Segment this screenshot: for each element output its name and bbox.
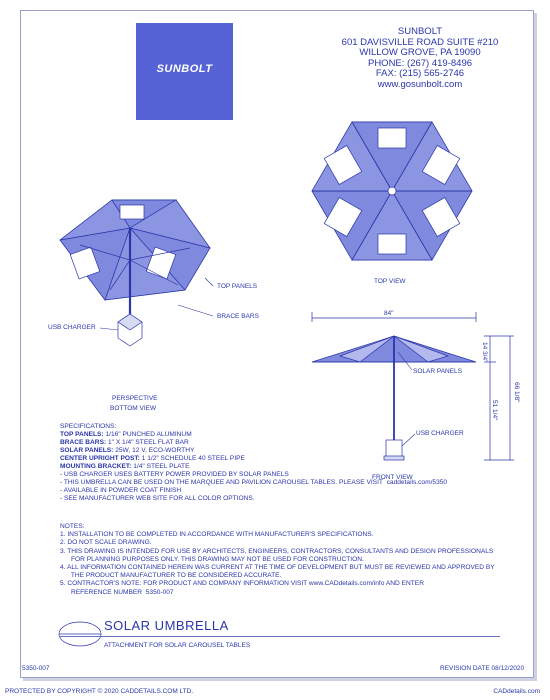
spec-row: SOLAR PANELS: 25W, 12 V, ECO-WORTHY [60,447,195,454]
spec-bullet: - THIS UMBRELLA CAN BE USED ON THE MARQUEE AND PAVILION CAROUSEL TABLES. PLEASE VISIT caddetails.com/5350 [60,479,448,486]
spec-row: MOUNTING BRACKET: 1/4" STEEL PLATE [60,463,190,470]
spec-row: CENTER UPRIGHT POST: 1 1/2" SCHEDULE 40 STEEL PIPE [60,455,245,462]
company-address2: WILLOW GROVE, PA 19090 [359,47,481,58]
note-line: 1. INSTALLATION TO BE COMPLETED IN ACCORDANCE WITH MANUFACTURER'S SPECIFICATIONS. [60,531,374,539]
company-address1: 601 DAVISVILLE ROAD SUITE #210 [341,36,499,48]
company-website[interactable]: www.gosunbolt.com [377,78,463,90]
note-line: 2. DO NOT SCALE DRAWING. [60,539,152,547]
note-line: 5. CONTRACTOR'S NOTE: FOR PRODUCT AND COMPANY INFORMATION VISIT www.CADdetails.com/info AND ENTER [60,580,424,588]
dim-panel-height-label: 14 3/4" [481,342,488,363]
usb-charger-perspective-label: USB CHARGER [48,324,96,331]
solar-panels-label: SOLAR PANELS [413,368,463,375]
note-line: THE PRODUCT MANUFACTURER TO BE CONSIDERED ACCURATE. [60,572,282,580]
note-line: FOR PLANNING PURPOSES ONLY. THIS DRAWING MAY NOT BE USED FOR CONSTRUCTION. [60,555,364,563]
usb-charger-front-label: USB CHARGER [416,430,464,437]
dim-pole-label: 51 1/4" [491,400,498,421]
title-rule [60,636,500,637]
spec-bullet: - SEE MANUFACTURER WEB SITE FOR ALL COLOR OPTIONS. [60,495,255,502]
revision-date: REVISION DATE 08/12/2020 [440,665,525,672]
notes-heading: NOTES: [60,523,85,530]
spec-bullet: - USB CHARGER USES BATTERY POWER PROVIDED BY SOLAR PANELS [60,471,289,478]
dim-total-label: 66 1/8" [513,382,520,403]
caddetails-link[interactable]: caddetails.com/5350 [386,479,448,486]
company-phone: PHONE: (267) 419-8496 [367,57,473,69]
top-view-drawing [312,122,472,260]
specifications [60,423,447,503]
bottom-view-label: BOTTOM VIEW [110,405,157,412]
drawing-subtitle: ATTACHMENT FOR SOLAR CAROUSEL TABLES [104,642,251,649]
sheet-id: 5350-007 [22,665,50,672]
top-view-label: TOP VIEW [374,278,406,285]
title-symbol [59,622,101,646]
caddetails-footer[interactable]: CADdetails.com [493,688,540,695]
brace-bars-label: BRACE BARS [217,313,259,320]
top-panels-label: TOP PANELS [217,283,258,290]
logo-text: SUNBOLT [156,63,213,75]
note-line: 4. ALL INFORMATION CONTAINED HEREIN WAS CURRENT AT THE TIME OF DEVELOPMENT BUT MUST BE REVIEWED AND APPROVED BY [60,564,495,572]
note-line: REFERENCE NUMBER 5350-007 [60,588,174,596]
company-fax: FAX: (215) 565-2746 [375,68,465,79]
dim-width-label: 84" [384,310,394,317]
notes [60,523,495,597]
specs-heading: SPECIFICATIONS: [60,423,117,430]
spec-row: TOP PANELS: 1/16" PUNCHED ALUMINUM [60,431,192,438]
spec-row: BRACE BARS: 1" X 1/4" STEEL FLAT BAR [60,439,189,446]
perspective-label: PERSPECTIVE [112,395,158,402]
front-view-label: FRONT VIEW [372,474,413,481]
spec-bullet: - AVAILABLE IN POWDER COAT FINISH [60,487,182,494]
drawing-title: SOLAR UMBRELLA [104,618,229,633]
company-name: SUNBOLT [397,26,443,37]
copyright-footer: PROTECTED BY COPYRIGHT © 2020 CADDETAILS.COM LTD. [5,688,194,695]
note-line: 3. THIS DRAWING IS INTENDED FOR USE BY ARCHITECTS, ENGINEERS, CONTRACTORS, CONSULTANTS AND DESIGN PROFESSIONALS [60,547,494,555]
